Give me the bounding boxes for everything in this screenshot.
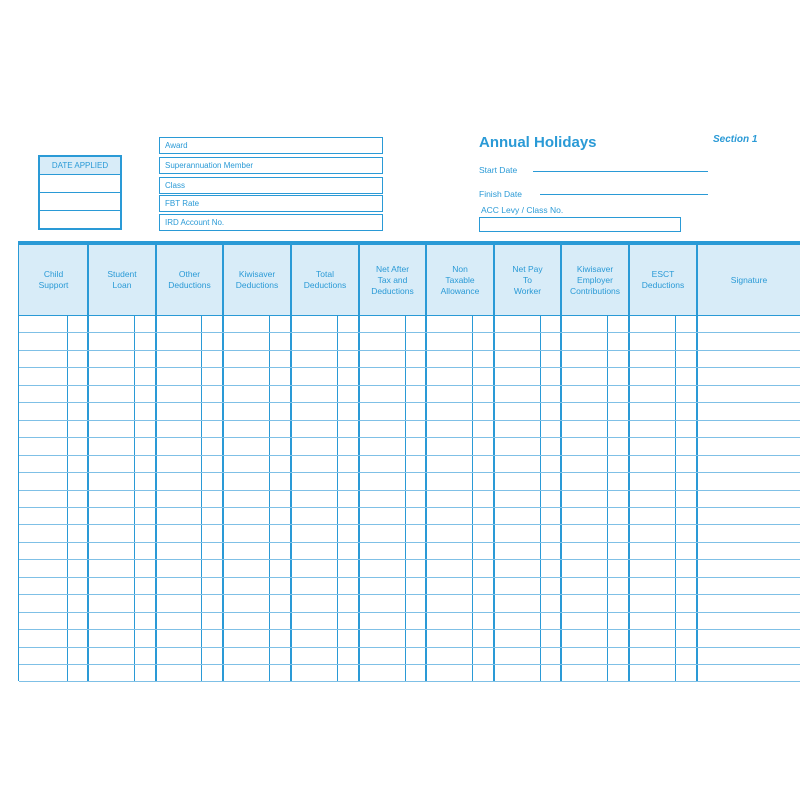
table-row-line bbox=[19, 332, 800, 333]
fbt-rate-field[interactable]: FBT Rate bbox=[159, 195, 383, 212]
date-applied-row[interactable] bbox=[40, 193, 120, 211]
date-applied-row[interactable] bbox=[40, 211, 120, 229]
column-header: Other Deductions bbox=[168, 269, 211, 290]
acc-levy-field[interactable] bbox=[479, 217, 681, 232]
column-divider bbox=[87, 245, 89, 681]
cents-divider bbox=[269, 315, 270, 681]
date-applied-row[interactable] bbox=[40, 175, 120, 193]
column-divider bbox=[155, 245, 157, 681]
table-row-line bbox=[19, 507, 800, 508]
table-row-line bbox=[19, 472, 800, 473]
cents-divider bbox=[67, 315, 68, 681]
cents-divider bbox=[540, 315, 541, 681]
finish-date-line[interactable] bbox=[540, 194, 708, 195]
table-row-line bbox=[19, 367, 800, 368]
deductions-table bbox=[18, 241, 800, 681]
table-row-line bbox=[19, 681, 800, 682]
column-divider bbox=[290, 245, 292, 681]
date-applied-label: DATE APPLIED bbox=[40, 157, 120, 175]
table-row-line bbox=[19, 612, 800, 613]
page-title: Annual Holidays bbox=[479, 134, 597, 151]
column-header: Non Taxable Allowance bbox=[440, 263, 480, 296]
column-divider bbox=[560, 245, 562, 681]
cents-divider bbox=[134, 315, 135, 681]
table-row-line bbox=[19, 577, 800, 578]
table-row-line bbox=[19, 542, 800, 543]
column-header: ESCT Deductions bbox=[641, 269, 685, 290]
start-date-line[interactable] bbox=[533, 171, 708, 172]
column-divider bbox=[425, 245, 427, 681]
cents-divider bbox=[472, 315, 473, 681]
column-header: Child Support bbox=[38, 269, 69, 290]
table-row-line bbox=[19, 524, 800, 525]
column-header: Kiwisaver Employer Contributions bbox=[569, 263, 621, 296]
column-header: Student Loan bbox=[107, 269, 137, 290]
column-divider bbox=[358, 245, 360, 681]
table-row-line bbox=[19, 455, 800, 456]
cents-divider bbox=[607, 315, 608, 681]
date-applied-box bbox=[38, 155, 122, 230]
table-row-line bbox=[19, 664, 800, 665]
superannuation-member-field[interactable]: Superannuation Member bbox=[159, 157, 383, 174]
column-divider bbox=[628, 245, 630, 681]
table-row-line bbox=[19, 385, 800, 386]
column-header: Kiwisaver Deductions bbox=[235, 269, 279, 290]
table-row-line bbox=[19, 559, 800, 560]
table-header bbox=[19, 245, 800, 316]
column-divider bbox=[222, 245, 224, 681]
award-field[interactable]: Award bbox=[159, 137, 383, 154]
table-row-line bbox=[19, 629, 800, 630]
cents-divider bbox=[337, 315, 338, 681]
column-divider bbox=[696, 245, 698, 681]
cents-divider bbox=[405, 315, 406, 681]
class-field[interactable]: Class bbox=[159, 177, 383, 194]
table-row-line bbox=[19, 437, 800, 438]
table-row-line bbox=[19, 594, 800, 595]
section-label: Section 1 bbox=[713, 134, 758, 145]
table-row-line bbox=[19, 420, 800, 421]
cents-divider bbox=[201, 315, 202, 681]
ird-account-field[interactable]: IRD Account No. bbox=[159, 214, 383, 231]
table-row-line bbox=[19, 490, 800, 491]
column-header: Net Pay To Worker bbox=[512, 263, 543, 296]
table-row-line bbox=[19, 350, 800, 351]
start-date-label: Start Date bbox=[479, 165, 518, 175]
table-row-line bbox=[19, 647, 800, 648]
column-header: Total Deductions bbox=[303, 269, 347, 290]
acc-levy-label: ACC Levy / Class No. bbox=[481, 205, 564, 215]
finish-date-label: Finish Date bbox=[479, 189, 522, 199]
column-header: Net After Tax and Deductions bbox=[371, 263, 414, 296]
cents-divider bbox=[675, 315, 676, 681]
table-row-line bbox=[19, 402, 800, 403]
column-divider bbox=[493, 245, 495, 681]
column-header: Signature bbox=[730, 274, 768, 285]
